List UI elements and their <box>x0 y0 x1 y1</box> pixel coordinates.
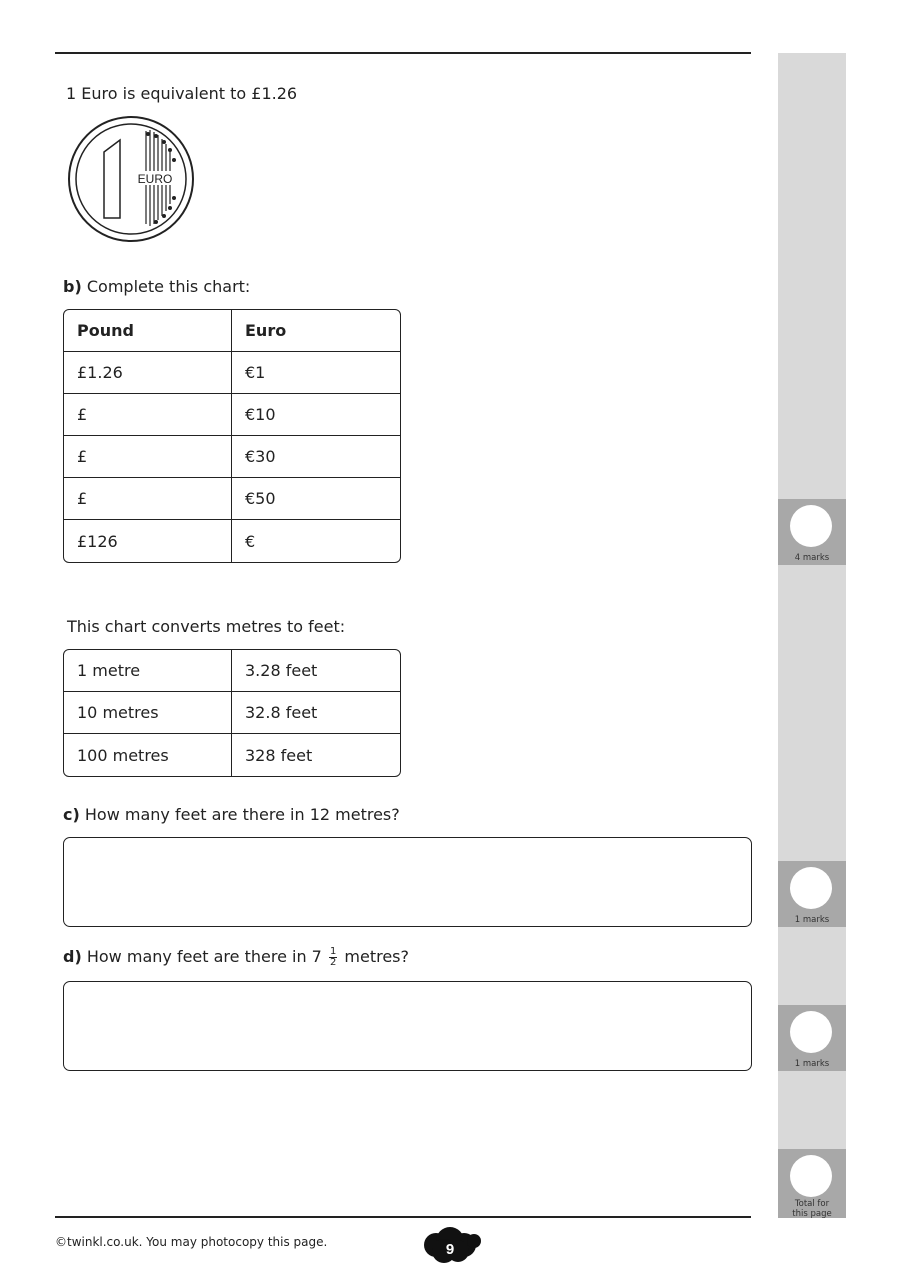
currency-table-header <box>64 310 400 352</box>
header-pound: Pound <box>64 310 232 352</box>
fraction-half <box>329 947 337 968</box>
exchange-rate-text: 1 Euro is equivalent to £1.26 <box>66 84 298 103</box>
copyright-text: ©twinkl.co.uk. You may photocopy this page. <box>55 1235 328 1249</box>
metres-feet-table <box>63 649 401 777</box>
marks-input-b[interactable] <box>790 505 832 547</box>
marks-input-total[interactable] <box>790 1155 832 1197</box>
euro-cell: €30 <box>232 436 400 478</box>
euro-cell: €50 <box>232 478 400 520</box>
feet-cell: 32.8 feet <box>232 692 400 734</box>
feet-cell: 3.28 feet <box>232 650 400 692</box>
total-label-line2: this page <box>792 1209 832 1219</box>
marks-input-c[interactable] <box>790 867 832 909</box>
bottom-rule <box>55 1216 751 1218</box>
pound-cell: £126 <box>64 520 232 562</box>
table-row <box>64 478 400 520</box>
table-row <box>64 520 400 562</box>
top-rule <box>55 52 751 54</box>
metres-cell: 1 metre <box>64 650 232 692</box>
header-euro: Euro <box>232 310 400 352</box>
euro-coin-icon <box>68 116 196 244</box>
marks-label-b: 4 marks <box>794 553 830 563</box>
conversion-intro: This chart converts metres to feet: <box>67 617 346 636</box>
table-row <box>64 352 400 394</box>
pound-cell[interactable]: £ <box>64 436 232 478</box>
pound-cell[interactable]: £ <box>64 394 232 436</box>
page-number-cloud-icon <box>420 1225 482 1265</box>
question-b-text: Complete this chart: <box>86 277 251 296</box>
metres-cell: 100 metres <box>64 734 232 776</box>
question-c-text: How many feet are there in 12 metres? <box>84 805 400 824</box>
table-row <box>64 394 400 436</box>
marks-box-c <box>778 861 846 927</box>
marks-input-d[interactable] <box>790 1011 832 1053</box>
page-number: 9 <box>445 1241 455 1258</box>
question-d-text-end: metres? <box>344 947 410 966</box>
metres-cell: 10 metres <box>64 692 232 734</box>
table-row <box>64 650 400 692</box>
question-d-label: d) <box>63 947 82 966</box>
answer-box-c[interactable] <box>63 837 752 927</box>
question-c <box>63 805 400 824</box>
currency-table <box>63 309 401 563</box>
question-b <box>63 277 250 296</box>
marks-label-d: 1 marks <box>794 1059 830 1069</box>
answer-box-d[interactable] <box>63 981 752 1071</box>
table-row <box>64 734 400 776</box>
euro-cell[interactable]: € <box>245 531 256 551</box>
feet-cell: 328 feet <box>245 745 313 765</box>
fraction-denominator: 2 <box>329 957 337 968</box>
question-c-label: c) <box>63 805 80 824</box>
question-b-label: b) <box>63 277 82 296</box>
question-d <box>63 947 409 968</box>
marks-label-total <box>778 1199 846 1219</box>
question-d-text: How many feet are there in 7 <box>86 947 322 966</box>
euro-cell: €1 <box>232 352 400 394</box>
table-row <box>64 692 400 734</box>
coin-word: EURO <box>137 172 173 186</box>
pound-cell: £1.26 <box>64 352 232 394</box>
euro-cell: €10 <box>232 394 400 436</box>
marks-box-b <box>778 499 846 565</box>
marks-box-d <box>778 1005 846 1071</box>
pound-cell[interactable]: £ <box>64 478 232 520</box>
marks-box-total <box>778 1149 846 1218</box>
fraction-numerator: 1 <box>329 946 337 957</box>
marks-label-c: 1 marks <box>794 915 830 925</box>
total-label-line1: Total for <box>794 1199 830 1209</box>
table-row <box>64 436 400 478</box>
